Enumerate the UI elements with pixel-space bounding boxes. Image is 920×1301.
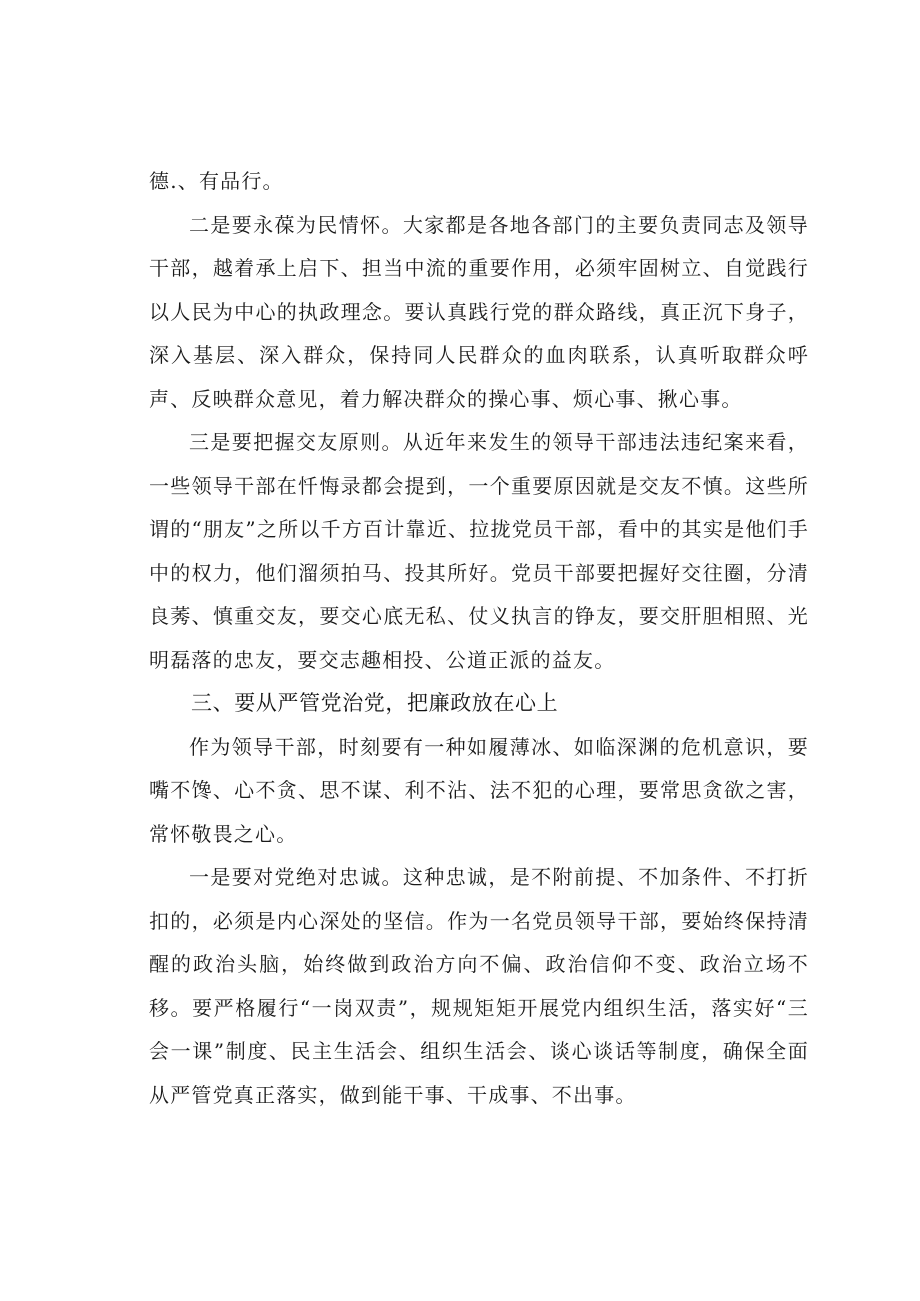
document-body [149,160,809,1117]
paragraph-friendship-principle: 三是要把握交友原则。从近年来发生的领导干部违法违纪案来看，一些领导干部在忏悔录都会提到，一个重要原因就是交友不慎。这些所谓的“朋友”之所以千方百计靠近、拉拢党员干部，看中的其实是他们手中的权力，他们溜须拍马、投其所好。党员干部要把握好交往圈，分清良莠、慎重交友，要交心底无私、仗义执言的铮友，要交肝胆相照、光明磊落的忠友，要交志趣相投、公道正派的益友。 [149,430,809,672]
paragraph-absolute-loyalty: 一是要对党绝对忠诚。这种忠诚，是不附前提、不加条件、不打折扣的，必须是内心深处的坚信。作为一名党员领导干部，要始终保持清醒的政治头脑，始终做到政治方向不偏、政治信仰不变、政治立场不移。要严格履行“一岗双责”，规规矩矩开展党内组织生活，落实好“三会一课”制度、民主生活会、组织生活会、谈心谈话等制度，确保全面从严管党真正落实，做到能干事、干成事、不出事。 [149,865,809,1107]
section-heading: 三、要从严管党治党，把廉政放在心上 [191,691,559,715]
paragraph-crisis-awareness: 作为领导干部，时刻要有一种如履薄冰、如临深渊的危机意识，要嘴不馋、心不贪、思不谋、利不沾、法不犯的心理，要常思贪欲之害，常怀敬畏之心。 [149,734,809,846]
paragraph-uphold-people-sentiment: 二是要永葆为民情怀。大家都是各地各部门的主要负责同志及领导干部，越着承上启下、担当中流的重要作用，必须牢固树立、自觉践行以人民为中心的执政理念。要认真践行党的群众路线，真正沉下身子，深入基层、深入群众，保持同人民群众的血肉联系，认真听取群众呼声、反映群众意见，着力解决群众的操心事、烦心事、揪心事。 [149,212,809,411]
continuation-text: 德.、有品行。 [149,169,284,193]
